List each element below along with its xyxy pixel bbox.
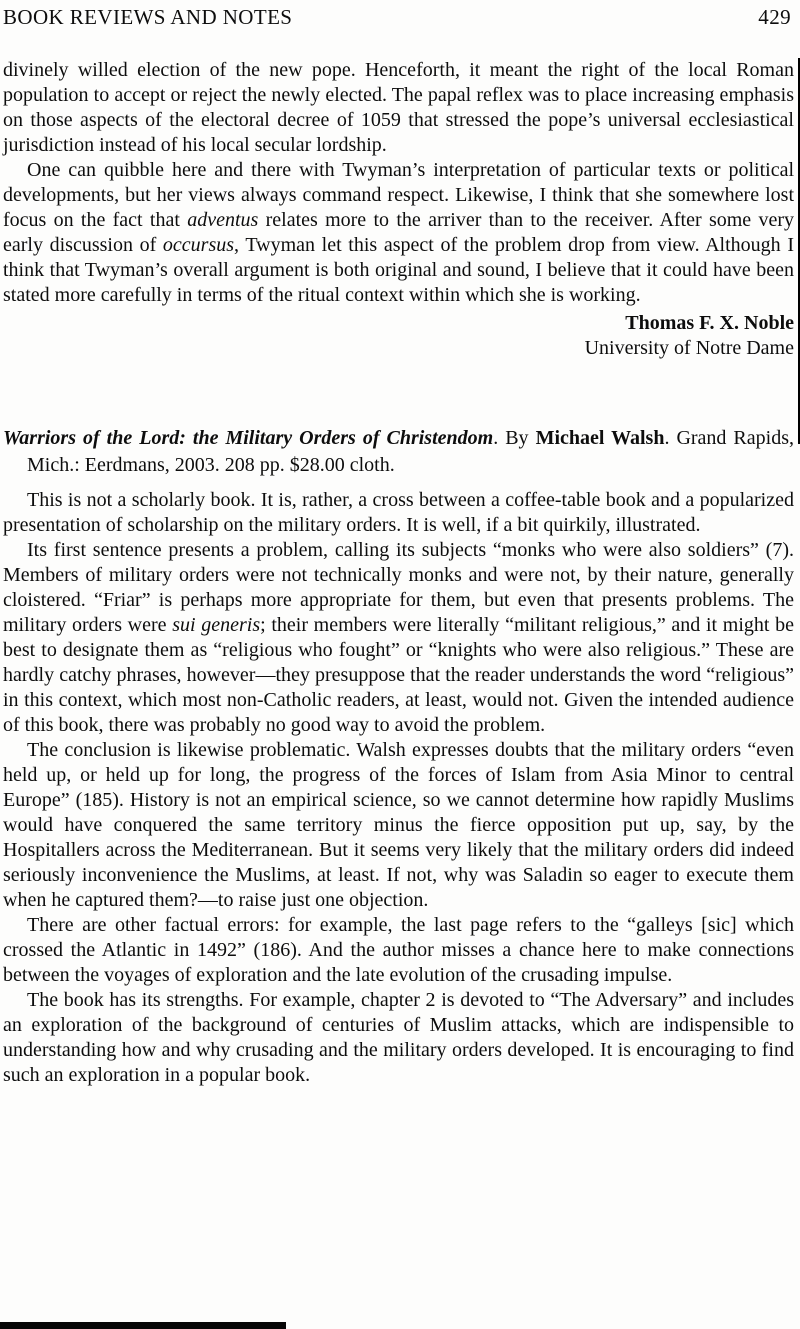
paragraph-text: Its first sentence presents a problem, calling its subjects “monks who were also soldiers” (7). Members of military orders were not technically monks and were not, by their nature, generally cloistered. “Friar” is perhaps more appropriate for them, but even that presents problems. The military orders were xyxy=(3,539,794,636)
previous-review-ending xyxy=(3,58,794,361)
page-number: 429 xyxy=(758,5,791,29)
book-author: Michael Walsh xyxy=(535,427,665,449)
paragraph: There are other factual errors: for example, the last page refers to the “galleys [sic] which crossed the Atlantic in 1492” (186). And the author misses a chance here to make connections between the voyages of exploration and the late evolution of the crusading impulse. xyxy=(3,914,794,986)
paragraph xyxy=(3,538,794,738)
reviewer-signature xyxy=(3,311,794,361)
paragraph-text: ; their members were literally “militant religious,” and it might be best to designate them as “religious who fought” or “knights who were also religious.” These are hardly catchy phrases, however—they presuppose that the reader understands the word “religious” in this context, which most non-Catholic readers, at least, would not. Given the intended audience of this book, there was probably no good way to avoid the problem. xyxy=(3,614,794,736)
book-review xyxy=(3,425,794,1088)
paragraph: The conclusion is likewise problematic. Walsh expresses doubts that the military orders “even held up, or held up for long, the progress of the forces of Islam from Asia Minor to central Europe” (185). History is not an empirical science, so we cannot determine how rapidly Muslims would have conquered the same territory minus the fierce opposition put up, say, by the Hospitallers across the Mediterranean. But it seems very likely that the military orders did indeed seriously inconvenience the Muslims, at least. If not, why was Saladin so eager to execute them when he captured them?—to raise just one objection. xyxy=(3,739,794,911)
paragraph-text: One can quibble here and there with Twyman’s interpretation of particular texts or political developments, but her views always command respect. Likewise, I think that she somewhere lost focus on the fact that xyxy=(3,159,794,231)
page-body xyxy=(0,58,800,1088)
paragraph-continued: divinely willed election of the new pope. Henceforth, it meant the right of the local Roman population to accept or reject the newly elected. The papal reflex was to place increasing emphasis on those aspects of the electoral decree of 1059 that stressed the pope’s universal ecclesiastical jurisdiction instead of his local secular lordship. xyxy=(3,59,794,156)
paragraph: This is not a scholarly book. It is, rather, a cross between a coffee-table book and a popularized presentation of scholarship on the military orders. It is well, if a bit quirkily, illustrated. xyxy=(3,489,794,536)
paragraph-text: , Twyman let this aspect of the problem drop from view. Although I think that Twyman’s overall argument is both original and sound, I believe that it could have been stated more carefully in terms of the ritual context within which she is working. xyxy=(3,234,794,306)
book-citation xyxy=(3,425,794,479)
book-title: Warriors of the Lord: the Military Orders of Christendom xyxy=(3,427,494,449)
latin-term-occursus: occursus xyxy=(162,234,235,256)
publication-info: . Grand Rapids, Mich.: Eerdmans, 2003. 208 pp. $28.00 cloth. xyxy=(27,427,794,476)
running-head xyxy=(0,0,800,29)
paragraph: The book has its strengths. For example, chapter 2 is devoted to “The Adversary” and includes an exploration of the background of centuries of Muslim attacks, which are indispensible to understanding how and why crusading and the military orders developed. It is encouraging to find such an exploration in a popular book. xyxy=(3,989,794,1086)
citation-connector: . By xyxy=(493,427,536,449)
running-head-title: BOOK REVIEWS AND NOTES xyxy=(3,5,293,29)
reviewer-affiliation: University of Notre Dame xyxy=(584,337,794,359)
paragraph-text: relates more to the arriver than to the receiver. After some very early discussion of xyxy=(3,209,795,256)
paragraph xyxy=(3,158,794,308)
scan-artifact-bar xyxy=(0,1322,286,1329)
reviewer-name: Thomas F. X. Noble xyxy=(625,312,794,334)
latin-term-sui-generis: sui generis xyxy=(172,614,261,636)
latin-term-adventus: adventus xyxy=(187,209,259,231)
